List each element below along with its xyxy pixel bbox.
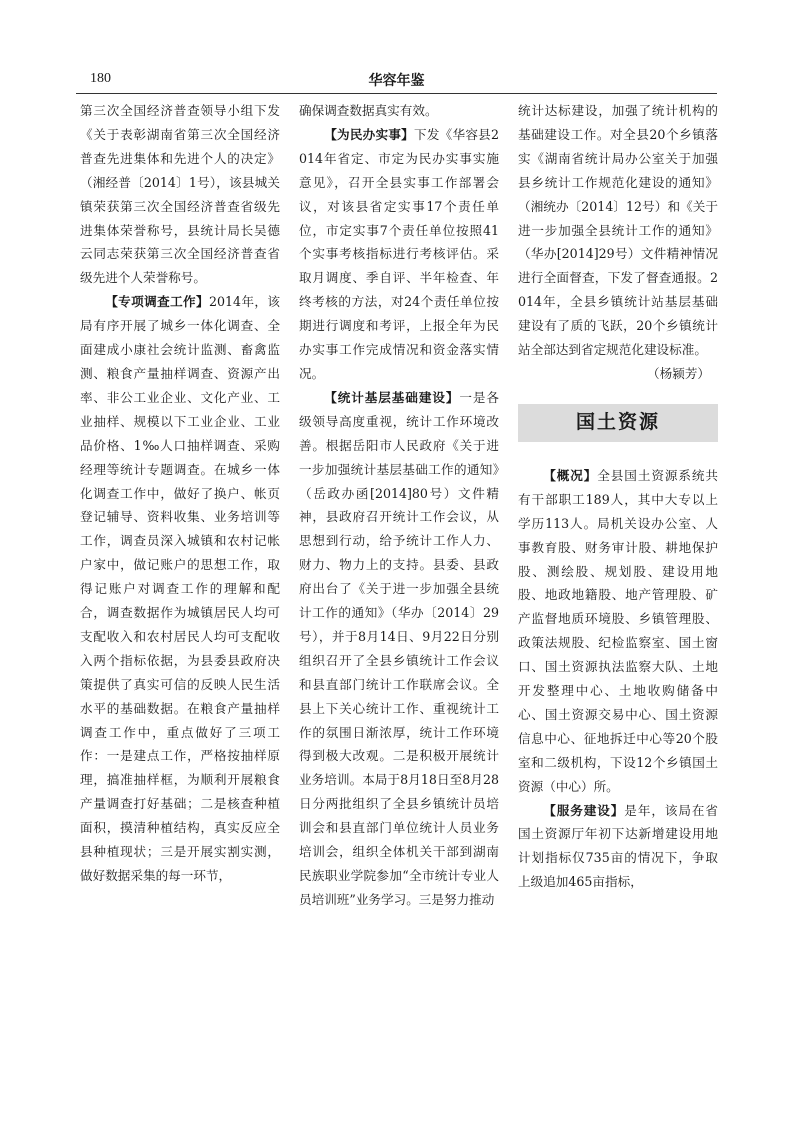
paragraph — [299, 123, 499, 386]
paragraph-heading: 【服务建设】 — [543, 802, 625, 818]
text-column-2 — [299, 99, 499, 1099]
paragraph — [518, 799, 718, 895]
paragraph-heading: 【为民办实事】 — [324, 126, 415, 142]
paragraph — [518, 464, 718, 799]
paragraph-text: 是年，该局在省国土资源厅年初下达新增建设用地计划指标仅735亩的情况下，争取上级追加465亩指标， — [518, 802, 718, 890]
running-title: 华容年鉴 — [368, 73, 425, 89]
paragraph-text: 下发《华容县2014年省定、市定为民办实事实施意见》，召开全县实事工作部署会议，对该县省定实事17个责任单位，市定实事7个责任单位按照41个实事考核指标进行考核评估。采取月调度、季自评、半年检查、年终考核的方法，对24个责任单位按期进行调度和考评，上报全年为民办实事工作完成情况和资金落实情况。 — [299, 126, 499, 381]
page-number: 180 — [90, 71, 111, 86]
paragraph: 确保调查数据真实有效。 — [299, 103, 438, 118]
paragraph: 统计达标建设，加强了统计机构的基础建设工作。对全县20个乡镇落实《湖南省统计局办公室关于加强县乡统计工作规范化建设的通知》（湘统办〔2014〕12号）和《关于进一步加强全县统计工作的通知》（华办[2014]29号）文件精神情况进行全面督查，下发了督查通报。2014年，全县乡镇统计站基层基础建设有了质的飞跃，20个乡镇统计站全部达到省定规范化建设标准。 — [518, 103, 718, 358]
paragraph-heading: 【专项调查工作】 — [105, 294, 210, 310]
paragraph-heading: 【概况】 — [543, 467, 598, 483]
paragraph — [80, 290, 280, 888]
paragraph: 第三次全国经济普查领导小组下发《关于表彰湖南省第三次全国经济普查先进集体和先进个人的决定》（湘经普〔2014〕1号），该县城关镇荣获第三次全国经济普查省级先进集体荣誉称号，县统计局长吴德云同志荣获第三次全国经济普查省级先进个人荣誉称号。 — [80, 103, 280, 286]
page-header — [76, 69, 717, 94]
author-credit: （杨颍芳） — [647, 365, 710, 381]
paragraph — [299, 386, 499, 912]
paragraph-text: 一是各级领导高度重视，统计工作环境改善。根据岳阳市人民政府《关于进一步加强统计基层基础工作的通知》（岳政办函[2014]80号）文件精神，县政府召开统计工作会议，从思想到行动，给予统计工作人力、财力、物力上的支持。县委、县政府出台了《关于进一步加强全县统计工作的通知》（华办〔2014〕29号），并于8月14日、9月22日分别组织召开了全县乡镇统计工作会议和县直部门统计工作联席会议。全县上下关心统计工作、重视统计工作的氛围日渐浓厚，统计工作环境得到极大改观。二是积极开展统计业务培训。本局于8月18日至8月28日分两批组织了全县乡镇统计员培训会和县直部门单位统计人员业务培训会，组织全体机关干部到湖南民族职业学院参加“全市统计专业人员培训班”业务学习。三是努力推动 — [299, 389, 499, 907]
paragraph-text: 全县国土资源系统共有干部职工189人，其中大专以上学历113人。局机关设办公室、人事教育股、财务审计股、耕地保护股、测绘股、规划股、建设用地股、地政地籍股、地产管理股、矿产监督地质环境股、乡镇管理股、政策法规股、纪检监察室、国土窗口、国土资源执法监察大队、土地开发整理中心、土地收购储备中心、国土资源交易中心、国土资源信息中心、征地拆迁中心等20个股室和二级机构，下设12个乡镇国土资源（中心）所。 — [518, 467, 718, 794]
section-title: 国土资源 — [518, 404, 718, 442]
paragraph-text: 2014年，该局有序开展了城乡一体化调查、全面建成小康社会统计监测、畜禽监测、粮食产量抽样调查、资源产出率、非公工业企业、文化产业、工业抽样、规模以下工业企业、工业品价格、1‰人口抽样调查、采购经理等统计专题调查。在城乡一体化调查工作中，做好了换户、帐页登记辅导、资料收集、业务培训等工作，调查员深入城镇和农村记帐户家中，做记账户的思想工作，取得记账户对调查工作的理解和配合，调查数据作为城镇居民人均可支配收入和农村居民人均可支配收入两个指标依据，为县委县政府决策提供了真实可信的反映人民生活水平的基础数据。在粮食产量抽样调查工作中，重点做好了三项工作：一是建点工作，严格按抽样原理，搞准抽样框，为顺利开展粮食产量调查打好基础；二是核查种植面积，摸清种植结构，真实反应全县种植现状；三是开展实割实测，做好数据采集的每一环节， — [80, 294, 280, 883]
paragraph-heading: 【统计基层基础建设】 — [324, 389, 460, 405]
text-column-3 — [518, 99, 718, 1099]
text-column-1 — [80, 99, 280, 1099]
